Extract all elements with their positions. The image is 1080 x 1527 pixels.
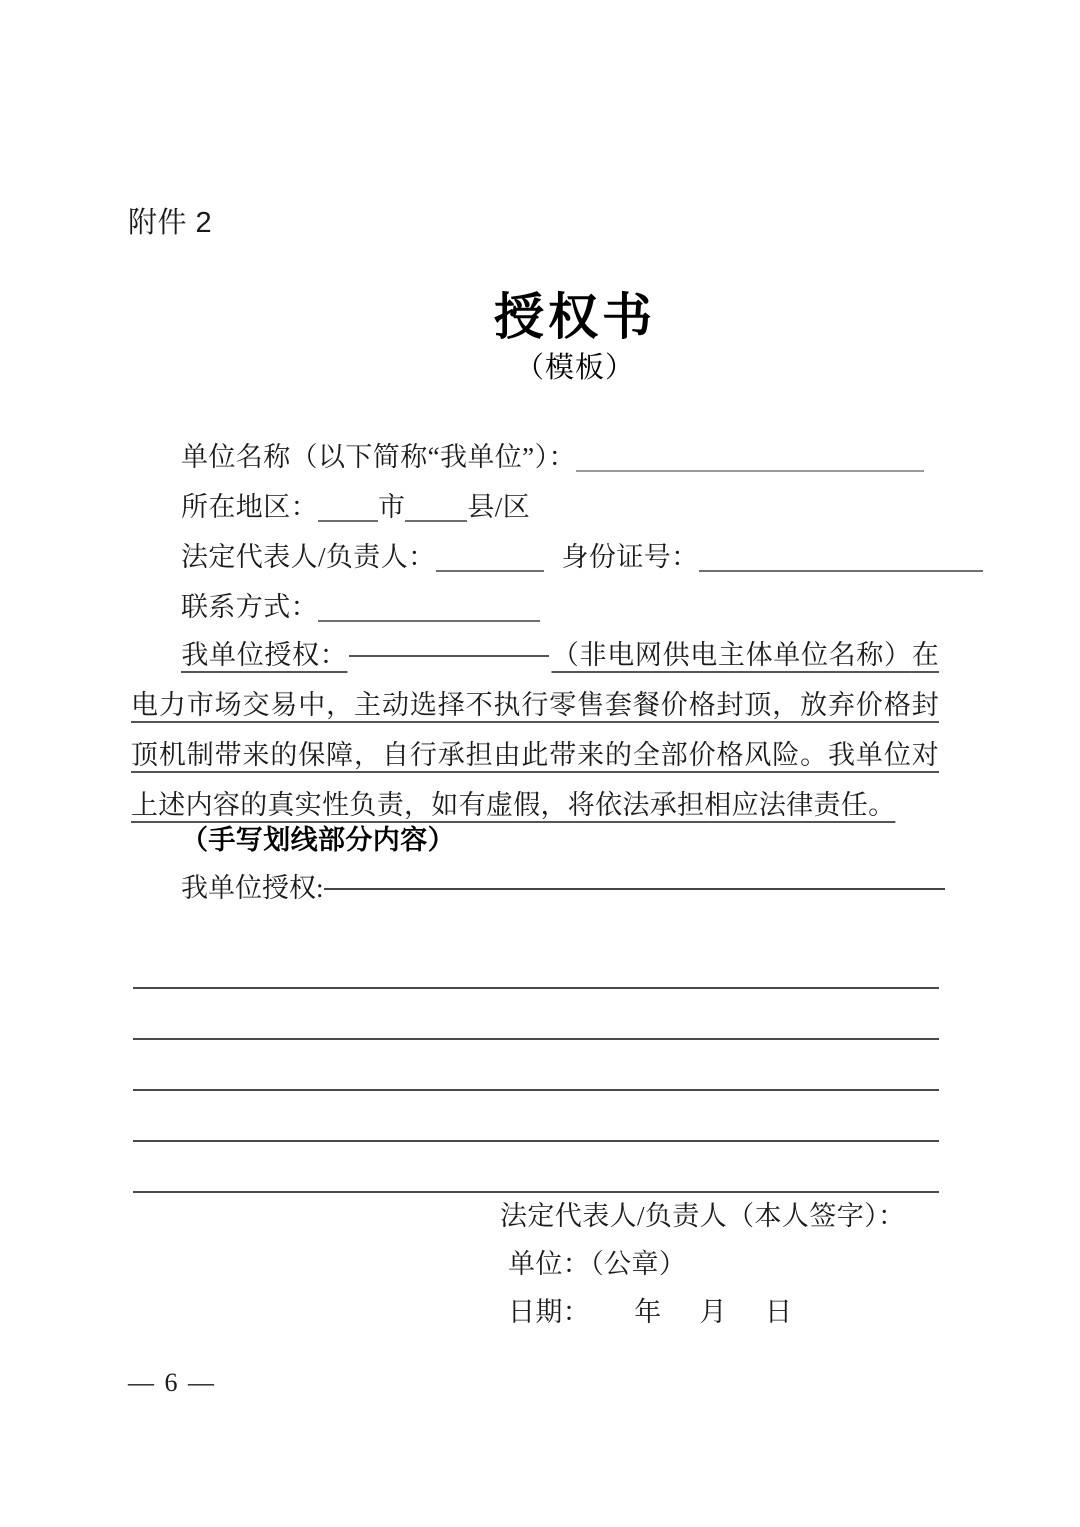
region-city-suffix: 市 xyxy=(378,492,406,522)
blank-ruled-line[interactable] xyxy=(133,938,939,989)
signature-representative-label: 法定代表人/负责人（本人签字）： xyxy=(500,1201,906,1231)
field-row-legal-representative xyxy=(131,532,939,582)
signature-unit-label: 单位：（公章） xyxy=(508,1249,687,1279)
handwriting-note: （手写划线部分内容） xyxy=(181,825,455,855)
field-row-unit-name xyxy=(131,432,939,482)
declaration-paragraph xyxy=(131,630,939,830)
blank-ruled-line[interactable] xyxy=(133,989,939,1040)
declaration-paren-note: （非电网供电主体单位名称） xyxy=(551,640,912,670)
unit-name-label: 单位名称（以下简称“我单位”）： xyxy=(181,442,576,472)
signature-block xyxy=(500,1192,905,1336)
region-county-input[interactable] xyxy=(405,519,467,522)
page-title: 授权书 xyxy=(494,289,656,345)
declaration-lead-label: 我单位授权： xyxy=(181,640,348,670)
field-row-region xyxy=(131,482,939,532)
authorized-party-input[interactable] xyxy=(349,654,549,657)
signature-date-label: 日期： xyxy=(508,1297,591,1327)
signature-month-label[interactable]: 月 xyxy=(699,1297,728,1327)
declaration-body-text: 在电力市场交易中，主动选择不执行零售套餐价格封顶，放弃价格封顶机制带来的保障，自行承担由此带来的全部价格风险。我单位对上述内容的真实性负责，如有虚假，将依法承担相应法律责任。 xyxy=(131,640,939,820)
contact-label: 联系方式： xyxy=(181,592,318,622)
form-fields-block xyxy=(131,432,939,632)
authorization-writein-row xyxy=(181,868,945,908)
blank-ruled-line[interactable] xyxy=(133,1091,939,1142)
blank-ruled-line[interactable] xyxy=(133,1040,939,1091)
region-county-suffix: 县/区 xyxy=(467,492,531,522)
attachment-label: 附件 2 xyxy=(128,207,213,239)
signature-representative-row xyxy=(500,1192,905,1240)
unit-name-input[interactable] xyxy=(576,469,924,472)
signature-date-row xyxy=(500,1288,905,1336)
id-card-input[interactable] xyxy=(699,569,983,572)
blank-ruled-lines xyxy=(133,938,939,1193)
blank-ruled-line[interactable] xyxy=(133,1142,939,1193)
signature-year-label[interactable]: 年 xyxy=(634,1297,662,1327)
legal-representative-label: 法定代表人/负责人： xyxy=(181,542,436,572)
authorization-writein-input[interactable] xyxy=(324,887,945,890)
field-row-contact xyxy=(131,582,939,632)
legal-representative-input[interactable] xyxy=(436,569,544,572)
page-number-footer: — 6 — xyxy=(128,1368,216,1397)
authorization-writein-label: 我单位授权: xyxy=(181,873,324,903)
contact-input[interactable] xyxy=(318,619,540,622)
id-card-label: 身份证号： xyxy=(561,542,699,572)
region-label: 所在地区： xyxy=(181,492,318,522)
signature-day-label[interactable]: 日 xyxy=(765,1297,793,1327)
region-city-input[interactable] xyxy=(318,519,378,522)
signature-unit-row xyxy=(500,1240,905,1288)
page-subtitle: （模板） xyxy=(514,352,635,384)
